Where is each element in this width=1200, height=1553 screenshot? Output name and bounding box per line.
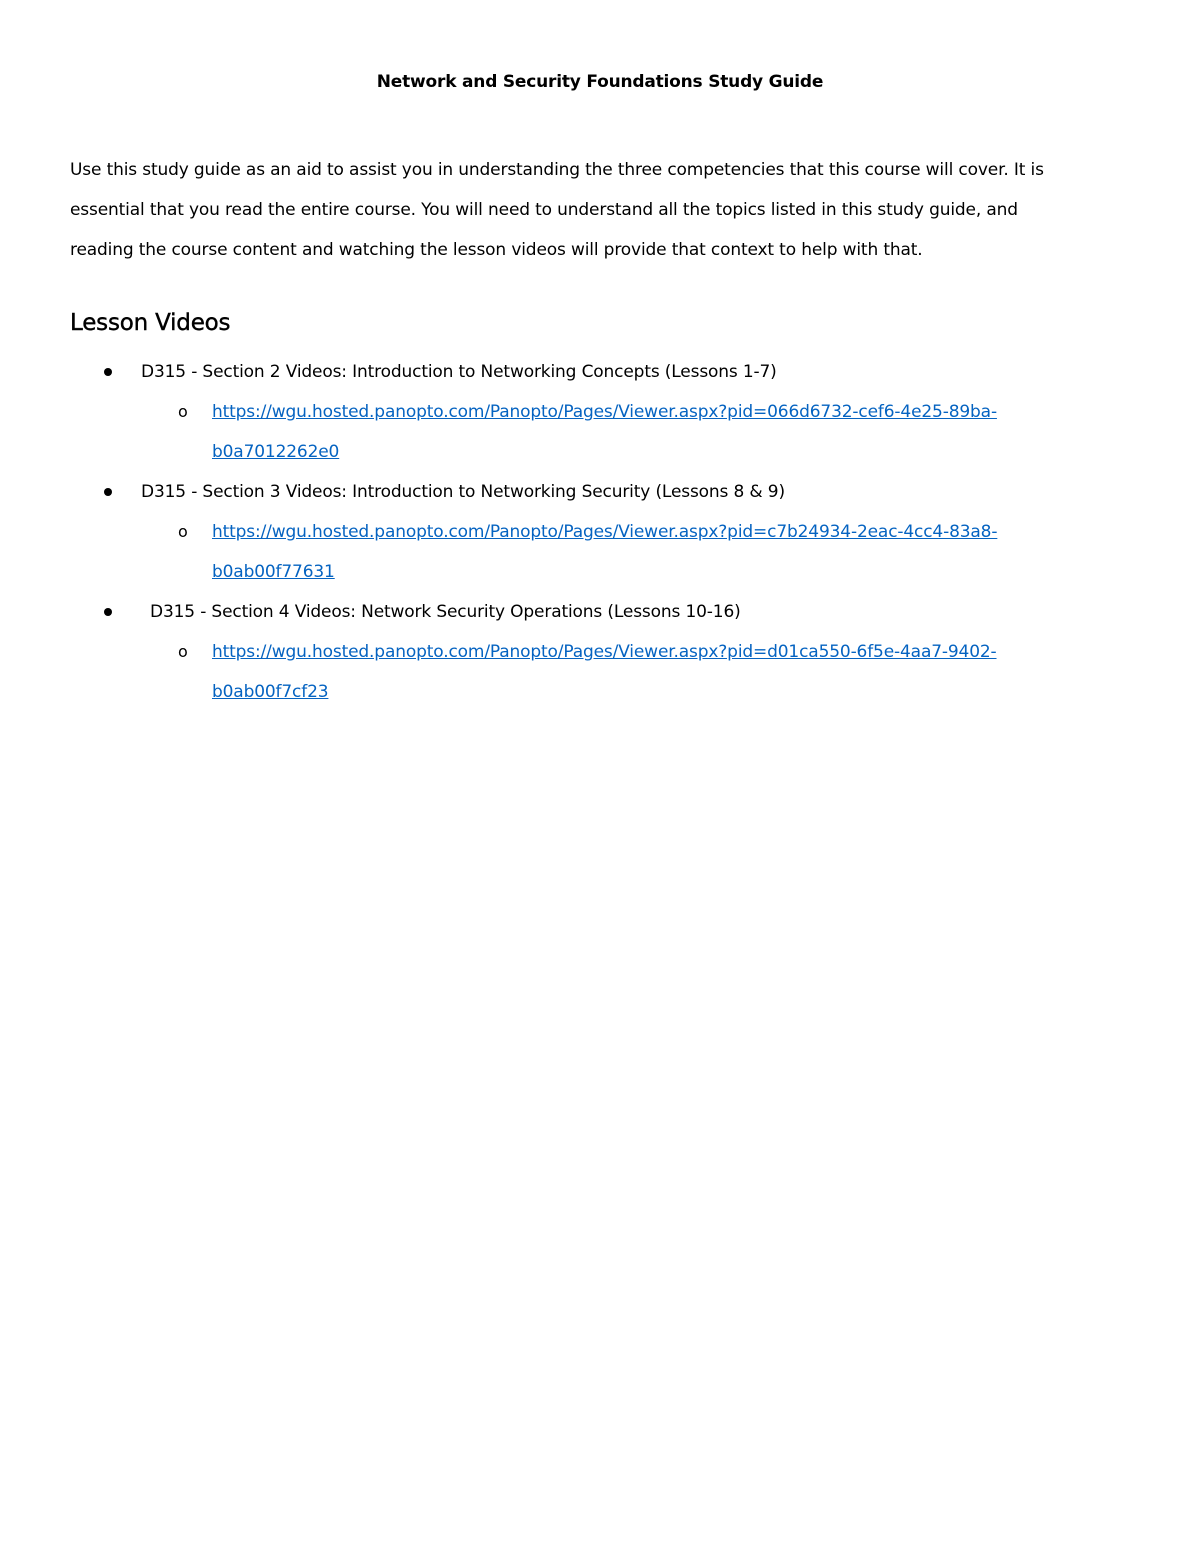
sub-bullet-icon: o: [178, 522, 188, 541]
lesson-video-list: [0, 352, 1200, 712]
bullet-icon: [104, 488, 112, 496]
list-item: [0, 352, 1200, 472]
link-line[interactable]: b0a7012262e0: [212, 442, 340, 462]
lesson-videos-heading: Lesson Videos: [70, 310, 231, 336]
intro-paragraph: [70, 150, 1130, 270]
lesson-video-label: D315 - Section 2 Videos: Introduction to Networking Concepts (Lessons 1-7): [141, 362, 777, 382]
sub-bullet-icon: o: [178, 402, 188, 421]
lesson-video-label: D315 - Section 3 Videos: Introduction to Networking Security (Lessons 8 & 9): [141, 482, 785, 502]
sub-bullet-icon: o: [178, 642, 188, 661]
page-title: Network and Security Foundations Study Guide: [376, 72, 824, 92]
intro-line: essential that you read the entire course. You will need to understand all the topics listed in this study guide, and: [70, 200, 1018, 220]
link-line[interactable]: b0ab00f7cf23: [212, 682, 329, 702]
lesson-video-link[interactable]: [212, 392, 997, 472]
list-item: [0, 592, 1200, 712]
lesson-video-link[interactable]: [212, 632, 997, 712]
link-line[interactable]: https://wgu.hosted.panopto.com/Panopto/Pages/Viewer.aspx?pid=c7b24934-2eac-4cc4-83a8-: [212, 522, 998, 542]
bullet-icon: [104, 608, 112, 616]
intro-line: reading the course content and watching the lesson videos will provide that context to help with that.: [70, 240, 923, 260]
link-line[interactable]: https://wgu.hosted.panopto.com/Panopto/Pages/Viewer.aspx?pid=d01ca550-6f5e-4aa7-9402-: [212, 642, 997, 662]
link-line[interactable]: https://wgu.hosted.panopto.com/Panopto/Pages/Viewer.aspx?pid=066d6732-cef6-4e25-89ba-: [212, 402, 997, 422]
link-line[interactable]: b0ab00f77631: [212, 562, 335, 582]
list-item: [0, 472, 1200, 592]
bullet-icon: [104, 368, 112, 376]
lesson-video-label: D315 - Section 4 Videos: Network Security Operations (Lessons 10-16): [150, 602, 741, 622]
intro-line: Use this study guide as an aid to assist you in understanding the three competencies that this course will cover. It is: [70, 160, 1044, 180]
lesson-video-link[interactable]: [212, 512, 997, 592]
